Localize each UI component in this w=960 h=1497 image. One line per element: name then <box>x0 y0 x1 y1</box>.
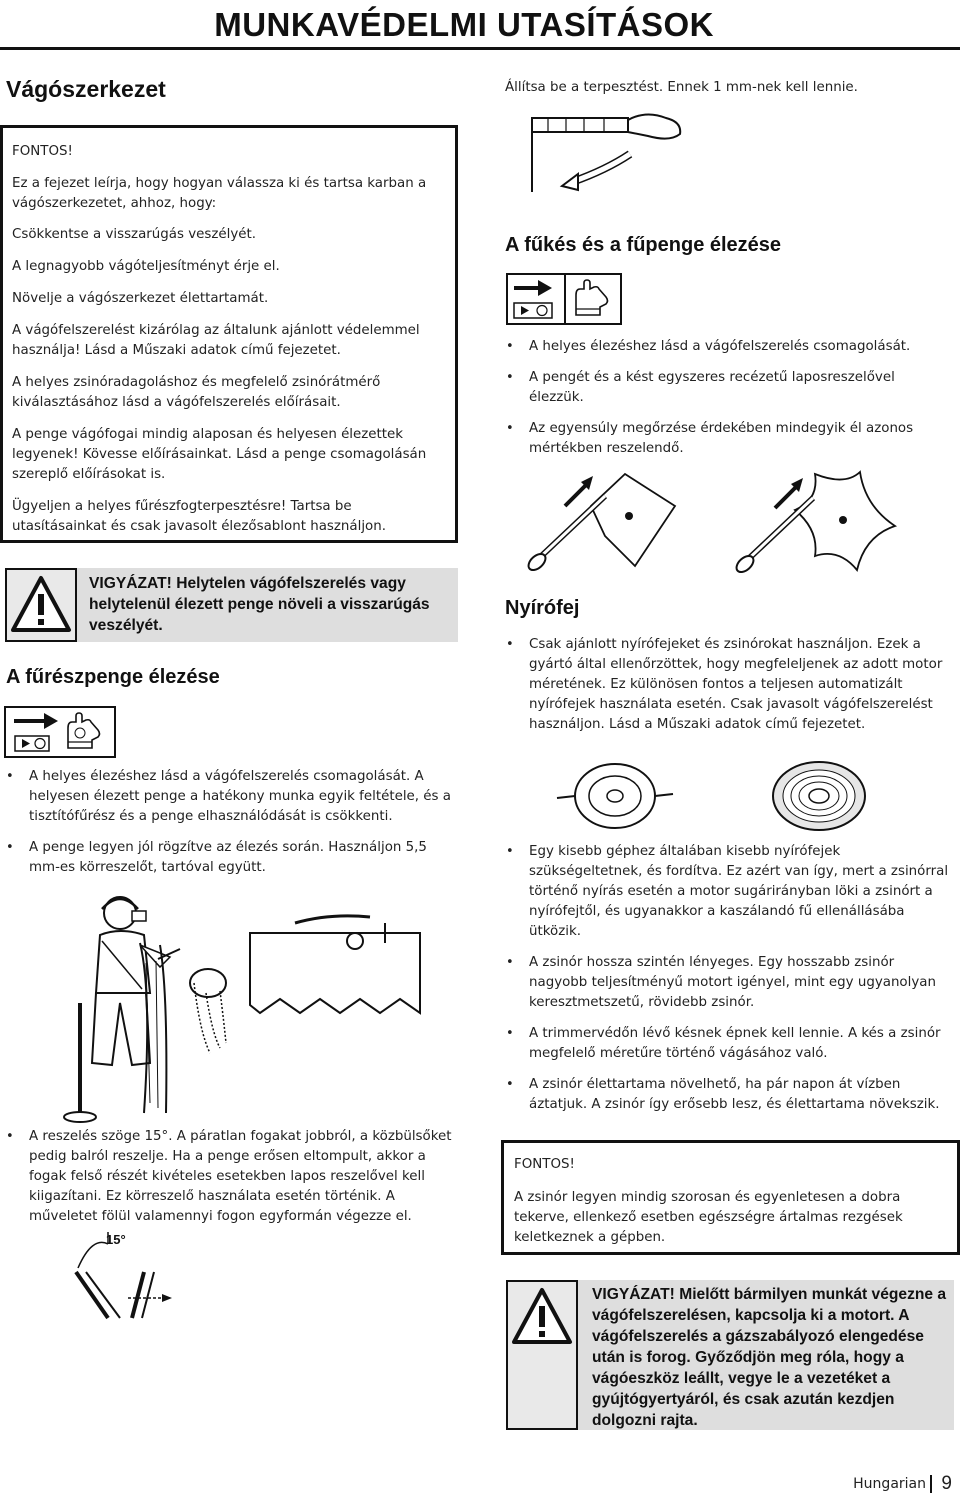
list-item: • A helyes élezéshez lásd a vágófelszerelés csomagolását. A helyesen élezett penge a hatékony munka egyik feltétele, és a tisztítófűrész és a penge elhasználódását is csökkenti. <box>5 767 455 827</box>
saw-blade-angle-bullet <box>5 1127 455 1238</box>
page-header-title: MUNKAVÉDELMI UTASÍTÁSOK <box>214 6 714 43</box>
list-item: • A trimmervédőn lévő késnek épnek kell lennie. A kés a zsinór megfelelő méretűre történő vágásához való. <box>505 1024 955 1064</box>
notice-paragraph: A vágófelszerelést kizárólag az általunk ajánlott védelemmel használja! Lásd a Műszaki adatok című fejezetet. <box>12 323 420 358</box>
notice-box-line <box>501 1140 960 1255</box>
sharpening-icons-right <box>506 273 566 325</box>
set-spacing-text: Állítsa be a terpesztést. Ennek 1 mm-nek kell lennie. <box>505 80 858 95</box>
warning-icon-box <box>506 1280 578 1430</box>
notice-paragraph: A helyes zsinóradagoláshoz és megfelelő zsinórátmérő kiválasztásához lásd a vágófelszerelés előírásait. <box>12 375 381 410</box>
page-number: 9 <box>941 1473 952 1494</box>
footer-divider <box>930 1475 932 1493</box>
notice-paragraph: Ügyeljen a helyes fűrészfogterpesztésre! Tartsa be utasításainkat és csak javasolt élezősablont használjon. <box>12 499 386 534</box>
section-title-grass-blade-sharpening: A fűkés és a fűpenge élezése <box>505 234 782 256</box>
list-item: • A zsinór hossza szintén lényeges. Egy hosszabb zsinór nagyobb teljesítményű motort igényel, mint egy ugyanolyan keresztmetszetű, rövidebb zsinór. <box>505 953 955 1013</box>
stop-engine-icon <box>514 303 552 318</box>
warning-icon-box <box>5 568 77 642</box>
list-item: • Csak ajánlott nyírófejeket és zsinórokat használjon. Ezek a gyártó által ellenőrzöttek, hogy megfeleljenek az adott motor méretének. Ez különösen fontos a teljesen automatizált nyírófejek használata esetén. Csak javasolt vágófelszerelést használjon. Lásd a Műszaki adatok című fejezetet. <box>505 635 955 735</box>
notice-paragraph: A legnagyobb vágóteljesítményt érje el. <box>12 259 280 274</box>
notice-paragraph: A zsinór legyen mindig szorosan és egyenletesen a dobra tekerve, ellenkező esetben egészségre ártalmas rezgések keletkeznek a gépben. <box>514 1190 903 1245</box>
glove-icon-right <box>566 273 622 325</box>
list-item: • Az egyensúly megőrzése érdekében mindegyik él azonos mértékben reszelendő. <box>505 419 945 459</box>
grass-blade-illustration <box>735 466 945 576</box>
header-rule <box>0 47 960 50</box>
glove-icon <box>566 275 620 323</box>
list-item: • Egy kisebb géphez általában kisebb nyírófejek szükségeltetnek, és fordítva. Ez azért van így, mert a zsinórral történő nyírás esetén a motor sugárirányban löki a zsinórt a nyírófejtől, és ugyanakkor a kaszálandó fű ellenállásába ütközik. <box>505 842 955 942</box>
arrow-right-icon <box>514 280 552 296</box>
notice-paragraph: Csökkentse a visszarúgás veszélyét. <box>12 227 257 242</box>
blade-filing-illustration <box>40 883 440 1123</box>
notice-label: FONTOS! <box>514 1157 575 1172</box>
trimmer-head-and-spool-illustration <box>555 758 885 834</box>
arrow-right-icon <box>14 713 58 729</box>
list-item: • A pengét és a kést egyszeres recézetű laposreszelővel élezzük. <box>505 368 945 408</box>
section-title-saw-blade-sharpening: A fűrészpenge élezése <box>6 666 220 688</box>
spacing-gauge-illustration <box>520 106 690 192</box>
trimmer-head-bullets-b <box>505 842 955 1126</box>
angle-label: 15° <box>106 1232 126 1247</box>
notice-label: FONTOS! <box>12 144 73 159</box>
list-item: • A reszelés szöge 15°. A páratlan fogakat jobbról, a közbülsőket pedig balról reszelje. Ha a penge erősen eltompult, akkor a fogak felső részét kivételes esetekben lapos reszelővel kell kiigazítani. Ez körreszelő használata esetén történik. A műveletet fölül valamennyi fogon egyformán végezze el. <box>5 1127 455 1227</box>
section-title-cutting-equipment: Vágószerkezet <box>6 76 166 102</box>
file-angle-illustration <box>68 1228 208 1320</box>
notice-paragraph: A penge vágófogai mindig alaposan és helyesen élezettek legyenek! Kövesse előírásainkat. Lásd a penge csomagolásán szereplő előírásokat is. <box>12 427 427 482</box>
warning-triangle-icon <box>7 570 75 640</box>
grass-blade-bullets <box>505 337 945 470</box>
sharpening-icons <box>4 706 116 758</box>
warning-text-blade: VIGYÁZAT! Helytelen vágófelszerelés vagy helytelenül élezett penge növeli a visszarúgás veszélyét. <box>89 575 430 634</box>
section-title-trimmer-head: Nyírófej <box>505 597 580 619</box>
list-item: • A zsinór élettartama növelhető, ha pár napon át vízben áztatjuk. A zsinór így erősebb lesz, és élettartama növekszik. <box>505 1075 955 1115</box>
notice-paragraph: Ez a fejezet leírja, hogy hogyan válassza ki és tartsa karban a vágószerkezetet, ahhoz, hogy: <box>12 176 427 211</box>
grass-knife-illustration <box>525 466 725 576</box>
saw-blade-bullets <box>5 767 455 889</box>
warning-text-stop-engine: VIGYÁZAT! Mielőtt bármilyen munkát végezne a vágófelszerelésen, kapcsolja ki a motort. A vágófelszerelés a gázszabályozó elengedése után is forog. Győződjön meg róla, hogy a vágóeszköz leállt, vegye le a vezetéket a gyújtógyertyáról, és csak azután kezdjen dolgozni rajta. <box>592 1286 947 1429</box>
glove-icon <box>68 713 100 748</box>
notice-box <box>0 125 458 543</box>
warning-triangle-icon <box>508 1282 576 1352</box>
notice-paragraph: Növelje a vágószerkezet élettartamát. <box>12 291 269 306</box>
footer-language: Hungarian <box>853 1476 926 1492</box>
list-item: • A penge legyen jól rögzítve az élezés során. Használjon 5,5 mm-es körreszelőt, tartóval együtt. <box>5 838 455 878</box>
list-item: • A helyes élezéshez lásd a vágófelszerelés csomagolását. <box>505 337 945 357</box>
trimmer-head-bullets-a <box>505 635 955 746</box>
stop-engine-icon <box>15 736 49 751</box>
